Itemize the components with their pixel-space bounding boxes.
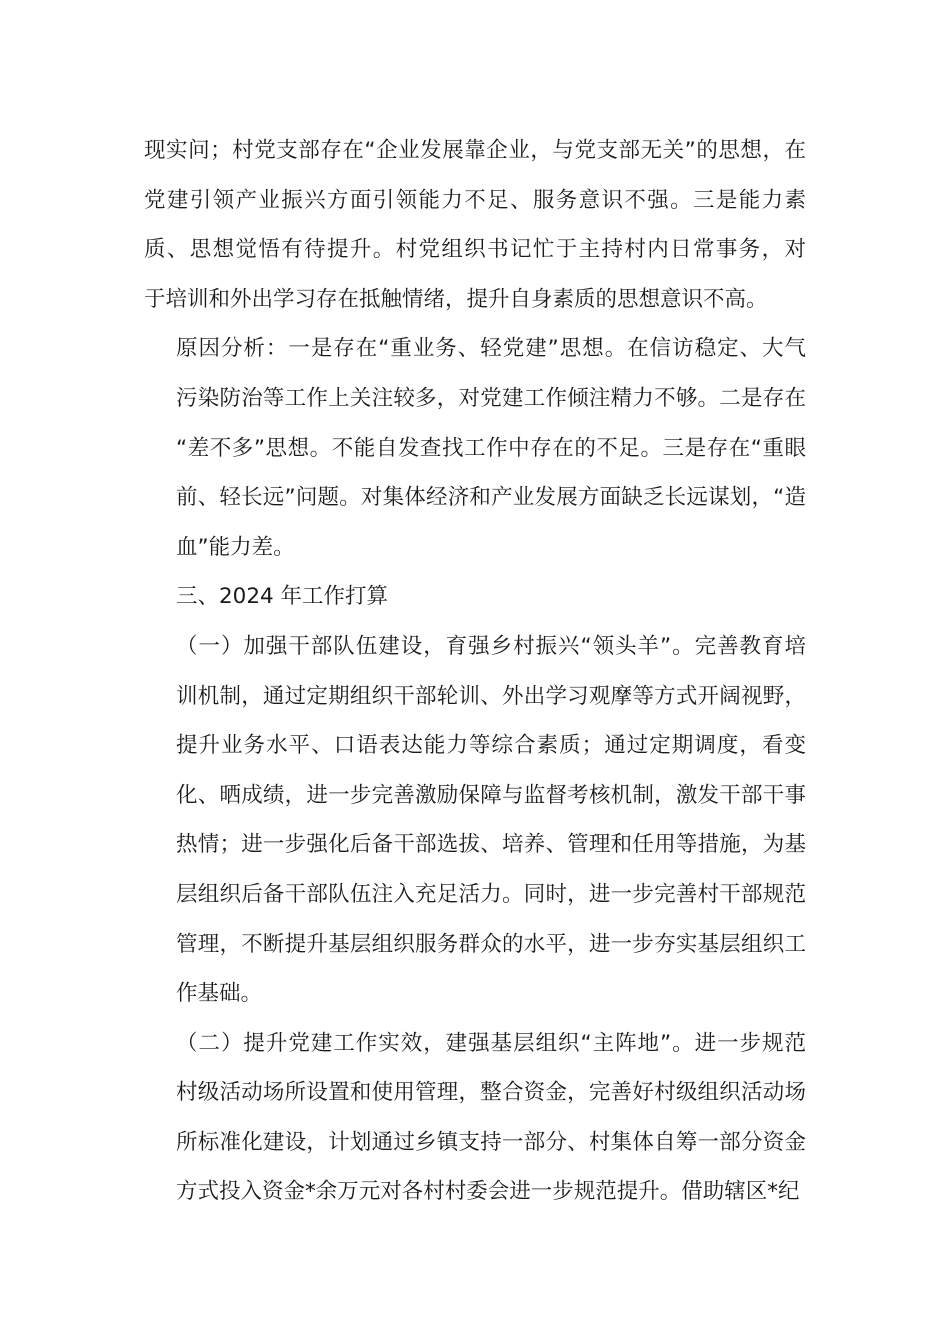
text-line: “差不多”思想。不能自发查找工作中存在的不足。三是存在“重眼 bbox=[176, 435, 806, 461]
text-line: 方式投入资金*余万元对各村村委会进一步规范提升。借助辖区*纪 bbox=[176, 1179, 800, 1205]
text-line: 作基础。 bbox=[176, 981, 263, 1007]
text-line: 前、轻长远”问题。对集体经济和产业发展方面缺乏长远谋划，“造 bbox=[176, 485, 806, 511]
paragraph bbox=[144, 324, 806, 572]
text-line: 层组织后备干部队伍注入充足活力。同时，进一步完善村干部规范 bbox=[176, 881, 806, 907]
document-body bbox=[144, 126, 806, 1217]
text-line: 村级活动场所设置和使用管理，整合资金，完善好村级组织活动场 bbox=[176, 1080, 806, 1106]
text-line: 质、思想觉悟有待提升。村党组织书记忙于主持村内日常事务，对 bbox=[144, 237, 806, 263]
text-line: 热情；进一步强化后备干部选拔、培养、管理和任用等措施，为基 bbox=[176, 832, 806, 858]
text-line: 管理，不断提升基层组织服务群众的水平，进一步夯实基层组织工 bbox=[176, 931, 806, 957]
text-line: 原因分析：一是存在“重业务、轻党建”思想。在信访稳定、大气 bbox=[176, 336, 806, 362]
paragraph bbox=[144, 622, 806, 1019]
paragraph bbox=[144, 572, 806, 622]
text-line: 训机制，通过定期组织干部轮训、外出学习观摩等方式开阔视野， bbox=[176, 683, 806, 709]
text-line: 提升业务水平、口语表达能力等综合素质；通过定期调度，看变 bbox=[176, 733, 806, 759]
text-line: 污染防治等工作上关注较多，对党建工作倾注精力不够。二是存在 bbox=[176, 385, 806, 411]
text-line: 党建引领产业振兴方面引领能力不足、服务意识不强。三是能力素 bbox=[144, 187, 806, 213]
text-line: 化、晒成绩，进一步完善激励保障与监督考核机制，激发干部干事 bbox=[176, 782, 806, 808]
text-line: 三、2024 年工作打算 bbox=[176, 584, 389, 610]
text-line: 于培训和外出学习存在抵触情绪，提升自身素质的思想意识不高。 bbox=[144, 286, 768, 312]
text-line: 现实问；村党支部存在“企业发展靠企业，与党支部无关”的思想，在 bbox=[144, 138, 806, 163]
paragraph bbox=[144, 126, 806, 324]
text-line: 所标准化建设，计划通过乡镇支持一部分、村集体自筹一部分资金 bbox=[176, 1129, 806, 1155]
text-line: （一）加强干部队伍建设，育强乡村振兴“领头羊”。完善教育培 bbox=[176, 633, 806, 659]
text-line: （二）提升党建工作实效，建强基层组织“主阵地”。进一步规范 bbox=[176, 1030, 806, 1056]
paragraph bbox=[144, 1019, 806, 1217]
text-line: 血”能力差。 bbox=[176, 534, 295, 560]
